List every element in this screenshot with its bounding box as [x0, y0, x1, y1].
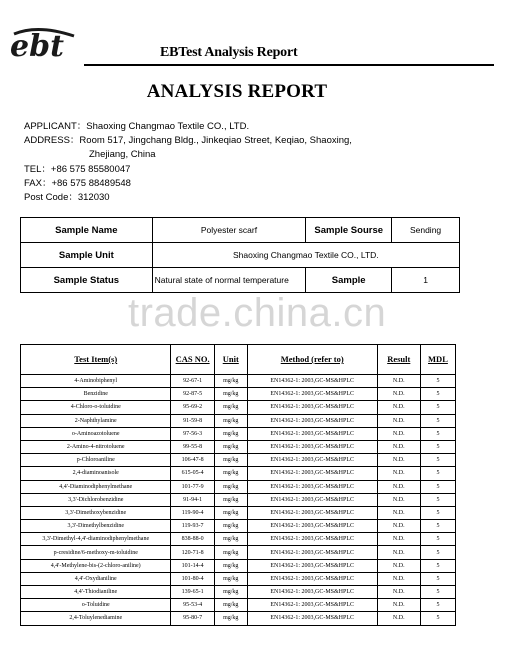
- cell-result: N.D.: [377, 586, 420, 599]
- cell-method: EN14362-1: 2003,GC-MS&HPLC: [247, 520, 377, 533]
- applicant-info: [24, 120, 352, 205]
- cell-result: N.D.: [377, 440, 420, 453]
- address-line-2: Zhejiang, China: [89, 149, 156, 161]
- cell-unit: mg/kg: [214, 493, 247, 506]
- ebt-logo: [8, 24, 88, 64]
- cell-item: 4,4'-Methylene-bis-(2-chloro-aniline): [21, 559, 171, 572]
- cell-unit: mg/kg: [214, 480, 247, 493]
- col-method: Method (refer to): [247, 345, 377, 375]
- cell-item: 4,4'-Oxydianiline: [21, 572, 171, 585]
- header-rule: [84, 64, 494, 66]
- col-result: Result: [377, 345, 420, 375]
- cell-item: p-Chloroaniline: [21, 454, 171, 467]
- cell-mdl: 5: [420, 520, 455, 533]
- cell-unit: mg/kg: [214, 388, 247, 401]
- cell-mdl: 5: [420, 533, 455, 546]
- cell-mdl: 5: [420, 480, 455, 493]
- cell-item: 4,4'-Diaminodiphenylmethane: [21, 480, 171, 493]
- cell-method: EN14362-1: 2003,GC-MS&HPLC: [247, 427, 377, 440]
- col-cas-no: CAS NO.: [171, 345, 214, 375]
- test-results-table: [20, 344, 456, 626]
- cell-cas: 101-77-9: [171, 480, 214, 493]
- table-row: [21, 480, 456, 493]
- cell-result: N.D.: [377, 388, 420, 401]
- cell-item: 4,4'-Thiodianiline: [21, 586, 171, 599]
- cell-unit: mg/kg: [214, 454, 247, 467]
- cell-cas: 106-47-8: [171, 454, 214, 467]
- cell-result: N.D.: [377, 506, 420, 519]
- cell-result: N.D.: [377, 375, 420, 388]
- cell-unit: mg/kg: [214, 572, 247, 585]
- cell-item: 4-Aminobiphenyl: [21, 375, 171, 388]
- cell-mdl: 5: [420, 467, 455, 480]
- cell-method: EN14362-1: 2003,GC-MS&HPLC: [247, 480, 377, 493]
- cell-cas: 95-80-7: [171, 612, 214, 625]
- cell-unit: mg/kg: [214, 375, 247, 388]
- cell-cas: 838-88-0: [171, 533, 214, 546]
- col-test-item: Test Item(s): [21, 345, 171, 375]
- sample-name-label: Sample Name: [21, 218, 153, 243]
- cell-cas: 97-56-3: [171, 427, 214, 440]
- table-row: [21, 533, 456, 546]
- cell-cas: 95-53-4: [171, 599, 214, 612]
- sample-source-value: Sending: [392, 218, 460, 243]
- post-code-line: Post Code：312030: [24, 192, 110, 204]
- table-row: [21, 599, 456, 612]
- sample-row-unit: [21, 243, 460, 268]
- cell-cas: 92-87-5: [171, 388, 214, 401]
- table-row: [21, 572, 456, 585]
- cell-method: EN14362-1: 2003,GC-MS&HPLC: [247, 586, 377, 599]
- sample-row-status: [21, 268, 460, 293]
- fax-line: FAX：+86 575 88489548: [24, 177, 131, 189]
- table-row: [21, 388, 456, 401]
- cell-unit: mg/kg: [214, 440, 247, 453]
- watermark: trade.china.cn: [128, 291, 387, 335]
- tel-line: TEL：+86 575 85580047: [24, 163, 131, 175]
- cell-mdl: 5: [420, 388, 455, 401]
- sample-unit-value: Shaoxing Changmao Textile CO., LTD.: [152, 243, 459, 268]
- cell-method: EN14362-1: 2003,GC-MS&HPLC: [247, 454, 377, 467]
- sample-name-value: Polyester scarf: [152, 218, 306, 243]
- cell-method: EN14362-1: 2003,GC-MS&HPLC: [247, 414, 377, 427]
- cell-result: N.D.: [377, 612, 420, 625]
- cell-method: EN14362-1: 2003,GC-MS&HPLC: [247, 599, 377, 612]
- cell-cas: 99-55-8: [171, 440, 214, 453]
- cell-unit: mg/kg: [214, 506, 247, 519]
- table-row: [21, 586, 456, 599]
- cell-item: 2,4-diaminoanisole: [21, 467, 171, 480]
- logo-text: ebt: [10, 29, 64, 64]
- cell-item: 3,3'-Dimethoxybenzidine: [21, 506, 171, 519]
- cell-mdl: 5: [420, 506, 455, 519]
- sample-source-label: Sample Sourse: [306, 218, 392, 243]
- table-row: [21, 506, 456, 519]
- cell-unit: mg/kg: [214, 467, 247, 480]
- ebt-logo-mark: [8, 24, 88, 64]
- sample-status-label: Sample Status: [21, 268, 153, 293]
- table-row: [21, 454, 456, 467]
- cell-method: EN14362-1: 2003,GC-MS&HPLC: [247, 533, 377, 546]
- table-row: [21, 467, 456, 480]
- cell-mdl: 5: [420, 599, 455, 612]
- cell-result: N.D.: [377, 559, 420, 572]
- table-row: [21, 559, 456, 572]
- cell-cas: 119-93-7: [171, 520, 214, 533]
- cell-result: N.D.: [377, 520, 420, 533]
- cell-method: EN14362-1: 2003,GC-MS&HPLC: [247, 401, 377, 414]
- cell-method: EN14362-1: 2003,GC-MS&HPLC: [247, 612, 377, 625]
- cell-unit: mg/kg: [214, 520, 247, 533]
- cell-method: EN14362-1: 2003,GC-MS&HPLC: [247, 375, 377, 388]
- cell-item: o-Toluidine: [21, 599, 171, 612]
- cell-mdl: 5: [420, 546, 455, 559]
- cell-method: EN14362-1: 2003,GC-MS&HPLC: [247, 493, 377, 506]
- cell-item: p-cresidine/6-methoxy-m-toluidine: [21, 546, 171, 559]
- sample-table: [20, 217, 460, 293]
- cell-mdl: 5: [420, 414, 455, 427]
- cell-unit: mg/kg: [214, 427, 247, 440]
- cell-cas: 91-94-1: [171, 493, 214, 506]
- cell-result: N.D.: [377, 572, 420, 585]
- cell-mdl: 5: [420, 427, 455, 440]
- cell-unit: mg/kg: [214, 586, 247, 599]
- cell-method: EN14362-1: 2003,GC-MS&HPLC: [247, 559, 377, 572]
- cell-cas: 101-80-4: [171, 572, 214, 585]
- cell-mdl: 5: [420, 375, 455, 388]
- cell-item: 2-Naphthylamine: [21, 414, 171, 427]
- cell-item: 2,4-Toluylenediamine: [21, 612, 171, 625]
- report-title: ANALYSIS REPORT: [146, 81, 328, 102]
- sample-row-name: [21, 218, 460, 243]
- cell-result: N.D.: [377, 401, 420, 414]
- cell-mdl: 5: [420, 559, 455, 572]
- cell-unit: mg/kg: [214, 559, 247, 572]
- table-row: [21, 520, 456, 533]
- cell-result: N.D.: [377, 467, 420, 480]
- sample-status-value: Natural state of normal temperature: [152, 268, 306, 293]
- cell-item: 2-Amino-4-nitrotoluene: [21, 440, 171, 453]
- cell-unit: mg/kg: [214, 401, 247, 414]
- cell-unit: mg/kg: [214, 533, 247, 546]
- cell-item: Benzidine: [21, 388, 171, 401]
- table-row: [21, 414, 456, 427]
- header-title: EBTest Analysis Report: [160, 45, 298, 60]
- table-row: [21, 427, 456, 440]
- cell-mdl: 5: [420, 572, 455, 585]
- cell-method: EN14362-1: 2003,GC-MS&HPLC: [247, 467, 377, 480]
- table-row: [21, 401, 456, 414]
- cell-result: N.D.: [377, 546, 420, 559]
- cell-method: EN14362-1: 2003,GC-MS&HPLC: [247, 506, 377, 519]
- cell-result: N.D.: [377, 493, 420, 506]
- cell-cas: 120-71-8: [171, 546, 214, 559]
- cell-mdl: 5: [420, 401, 455, 414]
- cell-cas: 615-05-4: [171, 467, 214, 480]
- sample-qty-value: 1: [392, 268, 460, 293]
- cell-cas: 119-90-4: [171, 506, 214, 519]
- cell-result: N.D.: [377, 533, 420, 546]
- col-mdl: MDL: [420, 345, 455, 375]
- cell-unit: mg/kg: [214, 546, 247, 559]
- cell-unit: mg/kg: [214, 599, 247, 612]
- table-row: [21, 375, 456, 388]
- cell-cas: 95-69-2: [171, 401, 214, 414]
- cell-item: 3,3'-Dimethylbenzidine: [21, 520, 171, 533]
- cell-result: N.D.: [377, 480, 420, 493]
- cell-cas: 91-59-8: [171, 414, 214, 427]
- cell-mdl: 5: [420, 454, 455, 467]
- cell-item: 3,3'-Dimethyl-4,4'-diaminodiphenylmethane: [21, 533, 171, 546]
- cell-cas: 101-14-4: [171, 559, 214, 572]
- cell-unit: mg/kg: [214, 414, 247, 427]
- cell-cas: 92-67-1: [171, 375, 214, 388]
- cell-method: EN14362-1: 2003,GC-MS&HPLC: [247, 546, 377, 559]
- table-row: [21, 493, 456, 506]
- cell-unit: mg/kg: [214, 612, 247, 625]
- sample-qty-label: Sample: [306, 268, 392, 293]
- cell-result: N.D.: [377, 414, 420, 427]
- cell-result: N.D.: [377, 454, 420, 467]
- cell-mdl: 5: [420, 586, 455, 599]
- cell-method: EN14362-1: 2003,GC-MS&HPLC: [247, 572, 377, 585]
- sample-unit-label: Sample Unit: [21, 243, 153, 268]
- cell-item: 3,3'-Dichlorobenzidine: [21, 493, 171, 506]
- table-row: [21, 612, 456, 625]
- cell-result: N.D.: [377, 599, 420, 612]
- table-row: [21, 440, 456, 453]
- cell-item: 4-Chloro-o-toluidine: [21, 401, 171, 414]
- cell-item: o-Aminoazotoluene: [21, 427, 171, 440]
- cell-result: N.D.: [377, 427, 420, 440]
- table-row: [21, 546, 456, 559]
- cell-method: EN14362-1: 2003,GC-MS&HPLC: [247, 388, 377, 401]
- cell-cas: 139-65-1: [171, 586, 214, 599]
- col-unit: Unit: [214, 345, 247, 375]
- cell-method: EN14362-1: 2003,GC-MS&HPLC: [247, 440, 377, 453]
- cell-mdl: 5: [420, 612, 455, 625]
- address-line-1: ADDRESS：Room 517, Jingchang Bldg., Jinkeqiao Street, Keqiao, Shaoxing,: [24, 135, 352, 147]
- cell-mdl: 5: [420, 440, 455, 453]
- test-header-row: [21, 345, 456, 375]
- applicant-line: APPLICANT：Shaoxing Changmao Textile CO., LTD.: [24, 121, 250, 132]
- cell-mdl: 5: [420, 493, 455, 506]
